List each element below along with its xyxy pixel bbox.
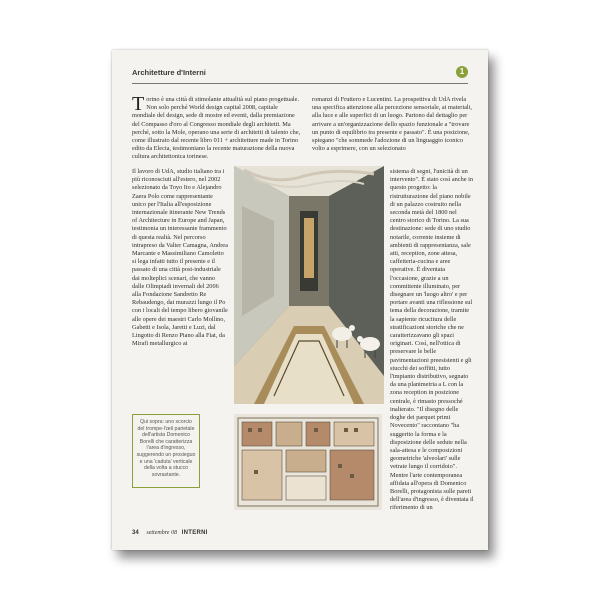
magazine-page xyxy=(112,50,488,550)
article-column-1-top xyxy=(132,93,302,162)
photo-caption: Qui sopra: uno scorcio del trompe-l'œil parietale dell'artista Domenico Borelli che caratterizza l'area d'ingresso, suggerendo un prosieguo e una 'caduta' verticale della volta a stucco sovrastante. xyxy=(132,414,200,488)
section-title: Architetture d'Interni xyxy=(132,68,206,77)
article-text-col2: sistema di segni, l'unicità di un intervento". È stato così anche in questo progetto: la ristrutturazione del piano nobile di un palazzo costruito nella seconda metà del 1800 nel centro storico di Torino. La sua destinazione: sede di uno studio notarile, corrente insieme di ambienti di rappresentanza, sale atti, reception, zone attesa, caffetteria-cucina e aree operative. È diventata l'occasione, grazie a un committente illuminato, per disegnare un 'luogo altro' e per portare avanti una riflessione sul tema della decorazione, tramite la sapiente ricucitura delle stratificazioni storiche che ne caratterizzavano gli spazi originari. Così, nell'ottica di preservare le belle pavimentazioni preesistenti e gli stucchi dei soffitti, tutto l'impianto distributivo, segnato da una planimetria a L con la zona reception in posizione centrale, è rimasto pressoché inalterato. "Il disegno delle doghe dei parquet primi Novecento" raccontano "ha suggerito la forma e la disposizione delle sedute nella sala-attesa e le composizioni geometriche 'alveolari' sulle vetrate lungo il corridoio". Mentre l'arte contemporanea affidata all'opera di Domenico Borelli, protagonista sulle pareti dell'area d'ingresso, è diventata il riferimento di un xyxy=(390,168,474,512)
magazine-name: INTERNI xyxy=(181,530,208,536)
article-text-intro: orino è una città di stimolante attualità sul piano progettuale. Non solo perché World design capital 2008, capitale mondiale del design, sede di mostre ed eventi, dalla premiazione del Compasso d'oro al Congresso mondiale degli architetti. Ma perché, sotto la Mole, operano una serie di architetti di talento che, come illustrato dal recente libro 011 + architetture made in Torino edito da Electa, testimoniano la recente maturazione della nuova cultura architettonica torinese. xyxy=(132,96,301,161)
article-column-2-top xyxy=(312,96,472,153)
interior-corridor-photo xyxy=(234,166,384,404)
page-number: 34 xyxy=(132,530,139,536)
floor-plan-drawing xyxy=(234,414,382,510)
page-footer xyxy=(132,530,462,536)
article-text-col2-top: romanzi di Fruttero e Lucentini. La prospettiva di UdA rivela una specifica attenzione alla percezione sensoriale, ai materiali, alla luce e alle superfici di un luogo. Partono dal dettaglio per arrivare a un'organizzazione dello spazio funzionale a "trovare un punto di equilibrio tra presente e passato". È una posizione, spiegano "che sommede l'adozione di un linguaggio iconico volto a esprimere, con un selezionato xyxy=(312,96,472,153)
article-text-col1: Il lavoro di UdA, studio italiano tra i più riconosciuti all'estero, nel 2002 selezionato da Toyo Ito e Alejandro Zaera Polo come rappresentante unico per l'Italia all'esposizione internazionale itinerante New Trends of Architecture in Europe and Japan, testimonia un interessante frammento di questa realtà. Nel percorso intrapreso da Valter Camagna, Andrea Marcante e Massimiliano Camoletto si lega infatti tutto il presente e il passato di una città post-industriale dai molteplici scenari, che vanno dalle Olimpiadi invernali del 2006 alla Fondazione Sandretto Re Rebaudengo, dai murazzi lungo il Po con i locali del tempo libero giovanile alle opere dei maestri Carlo Mollino, Gabetti e Isola, Jaretti e Luzi, dal Lingotto di Renzo Piano alla Fiat, da Mirafi metallurgico ai xyxy=(132,168,228,348)
article-column-2-bottom xyxy=(390,168,474,513)
article-column-1-bottom xyxy=(132,168,228,348)
header-divider xyxy=(132,83,468,84)
issue-date: settembre 08 xyxy=(146,530,177,536)
section-badge: 1 xyxy=(456,66,468,78)
drop-cap: T xyxy=(132,93,145,115)
